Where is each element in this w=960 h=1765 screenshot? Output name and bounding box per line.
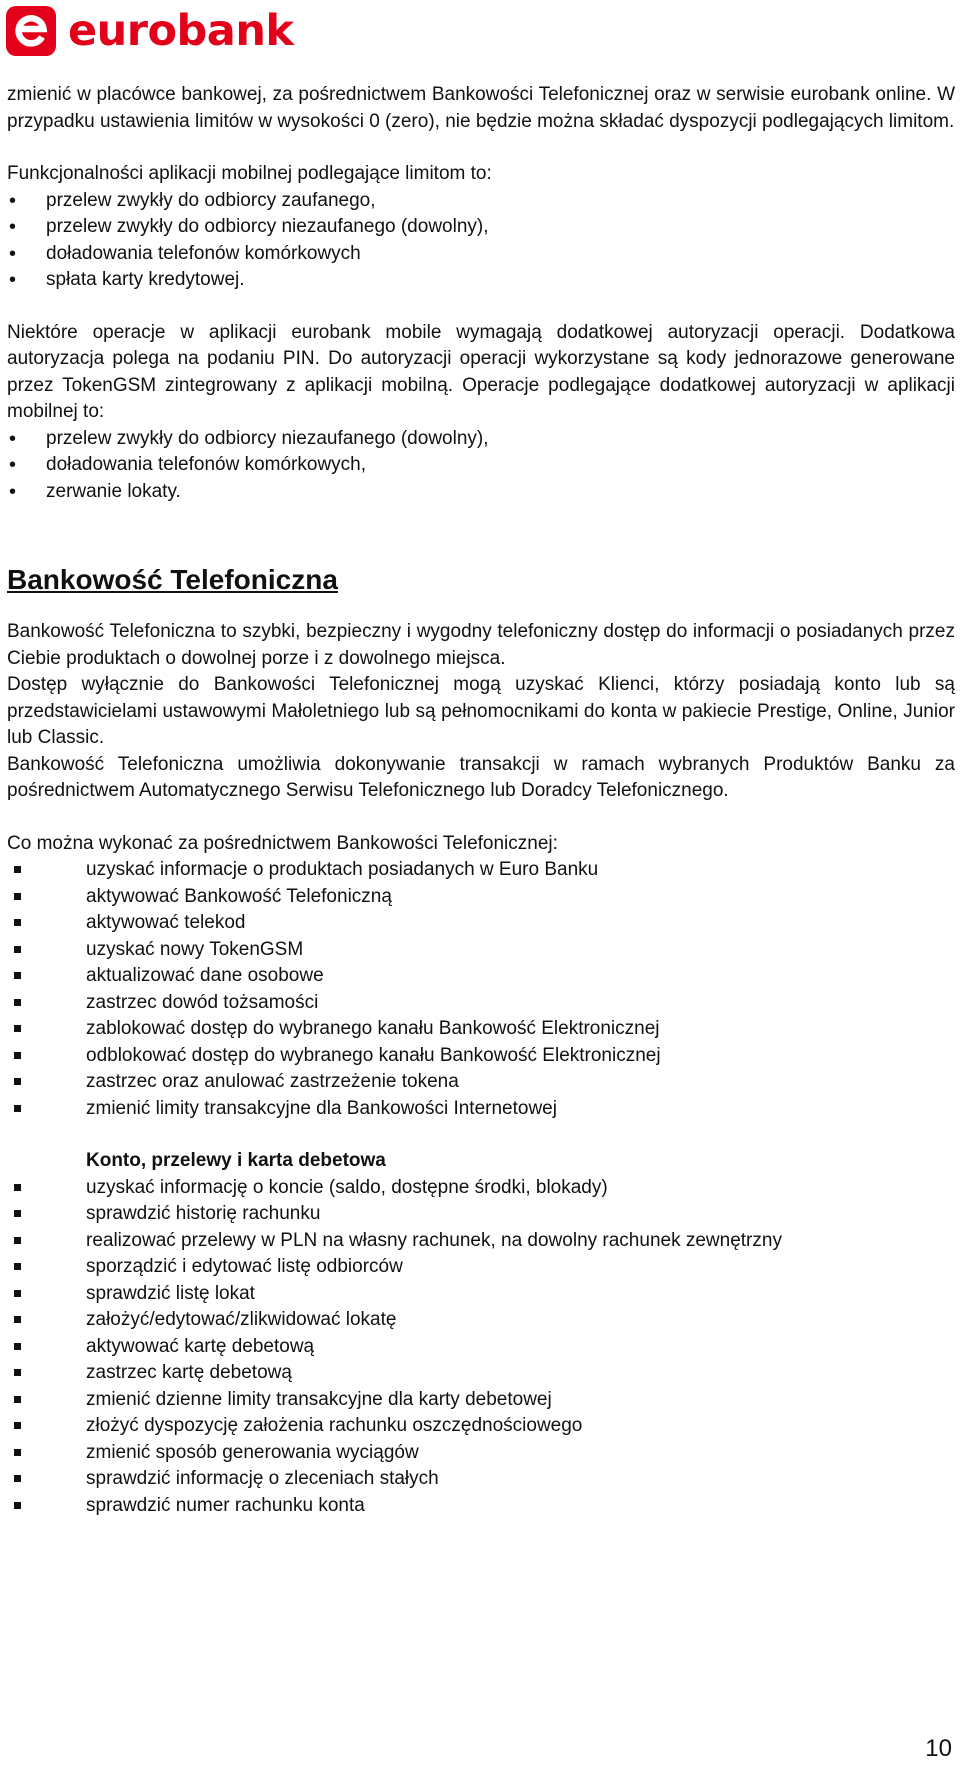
list-item: aktualizować dane osobowe: [7, 963, 955, 990]
list-item: sprawdzić informację o zleceniach stałych: [7, 1466, 955, 1493]
list-item: odblokować dostęp do wybranego kanału Bankowość Elektronicznej: [7, 1043, 955, 1070]
paragraph-phone-banking-access: Dostęp wyłącznie do Bankowości Telefonicznej mogą uzyskać Klienci, którzy posiadają konto lub są przedstawicielami ustawowymi Małoletniego lub są pełnomocnikami do konta w pakiecie Prestige, Online, Junior lub Classic.: [7, 674, 955, 748]
account-services-list: [7, 1175, 955, 1520]
list-item: założyć/edytować/zlikwidować lokatę: [7, 1307, 955, 1334]
list-item: zastrzec oraz anulować zastrzeżenie tokena: [7, 1069, 955, 1096]
authorization-list: [7, 426, 955, 506]
paragraph-phone-banking-intro: Bankowość Telefoniczna to szybki, bezpieczny i wygodny telefoniczny dostęp do informacji o posiadanych przez Ciebie produktach o dowolnej porze i z dowolnego miejsca.: [7, 621, 955, 669]
list-item: • przelew zwykły do odbiorcy niezaufanego (dowolny),: [7, 214, 955, 241]
list-item: uzyskać informację o koncie (saldo, dostępne środki, blokady): [7, 1175, 955, 1202]
document-body: [7, 82, 955, 1519]
list-item: • doładowania telefonów komórkowych,: [7, 452, 955, 479]
list-item: realizować przelewy w PLN na własny rachunek, na dowolny rachunek zewnętrzny: [7, 1228, 955, 1255]
list-item: • przelew zwykły do odbiorcy niezaufanego (dowolny),: [7, 426, 955, 453]
list-item: sprawdzić listę lokat: [7, 1281, 955, 1308]
list-item: zmienić sposób generowania wyciągów: [7, 1440, 955, 1467]
list-item: zastrzec dowód tożsamości: [7, 990, 955, 1017]
eurobank-e-logo-icon: [6, 6, 56, 56]
paragraph-what-can-be-done: Co można wykonać za pośrednictwem Bankowości Telefonicznej:: [7, 832, 558, 854]
list-item: • zerwanie lokaty.: [7, 479, 955, 506]
list-item: aktywować telekod: [7, 910, 955, 937]
list-item: uzyskać informacje o produktach posiadanych w Euro Banku: [7, 857, 955, 884]
section-heading: Bankowość Telefoniczna: [7, 564, 338, 595]
page-number: 10: [925, 1735, 952, 1762]
list-item: • przelew zwykły do odbiorcy zaufanego,: [7, 188, 955, 215]
list-item: sprawdzić historię rachunku: [7, 1201, 955, 1228]
list-item: zmienić dzienne limity transakcyjne dla karty debetowej: [7, 1387, 955, 1414]
list-item: zmienić limity transakcyjne dla Bankowości Internetowej: [7, 1096, 955, 1123]
list-item: zastrzec kartę debetową: [7, 1360, 955, 1387]
list-item: • doładowania telefonów komórkowych: [7, 241, 955, 268]
list-item: • spłata karty kredytowej.: [7, 267, 955, 294]
paragraph-phone-banking-transactions: Bankowość Telefoniczna umożliwia dokonywanie transakcji w ramach wybranych Produktów Banku za pośrednictwem Automatycznego Serwisu Telefonicznego lub Doradcy Telefonicznego.: [7, 753, 955, 801]
logo-text: eurobank: [68, 5, 294, 56]
eurobank-logo[interactable]: [6, 5, 294, 57]
list-item: sprawdzić numer rachunku konta: [7, 1493, 955, 1520]
list-item: złożyć dyspozycję założenia rachunku oszczędnościowego: [7, 1413, 955, 1440]
account-subheading: Konto, przelewy i karta debetowa: [86, 1150, 386, 1171]
list-item: aktywować kartę debetową: [7, 1334, 955, 1361]
list-item: zablokować dostęp do wybranego kanału Bankowość Elektronicznej: [7, 1016, 955, 1043]
general-services-list: [7, 857, 955, 1122]
list-item: aktywować Bankowość Telefoniczną: [7, 884, 955, 911]
list-item: uzyskać nowy TokenGSM: [7, 937, 955, 964]
paragraph-limits-change: zmienić w placówce bankowej, za pośrednictwem Bankowości Telefonicznej oraz w serwisie eurobank online. W przypadku ustawienia limitów w wysokości 0 (zero), nie będzie można składać dyspozycji podlegających limitom.: [7, 84, 955, 132]
paragraph-mobile-limits-intro: Funkcjonalności aplikacji mobilnej podlegające limitom to:: [7, 163, 492, 184]
list-item: sporządzić i edytować listę odbiorców: [7, 1254, 955, 1281]
paragraph-authorization: Niektóre operacje w aplikacji eurobank mobile wymagają dodatkowej autoryzacji operacji. Dodatkowa autoryzacja polega na podaniu PIN. Do autoryzacji operacji wykorzystane są kody jednorazowe generowane przez TokenGSM zintegrowany z aplikacji mobilną. Operacje podlegające dodatkowej autoryzacji w aplikacji mobilnej to:: [7, 321, 955, 422]
mobile-limits-list: [7, 188, 955, 294]
